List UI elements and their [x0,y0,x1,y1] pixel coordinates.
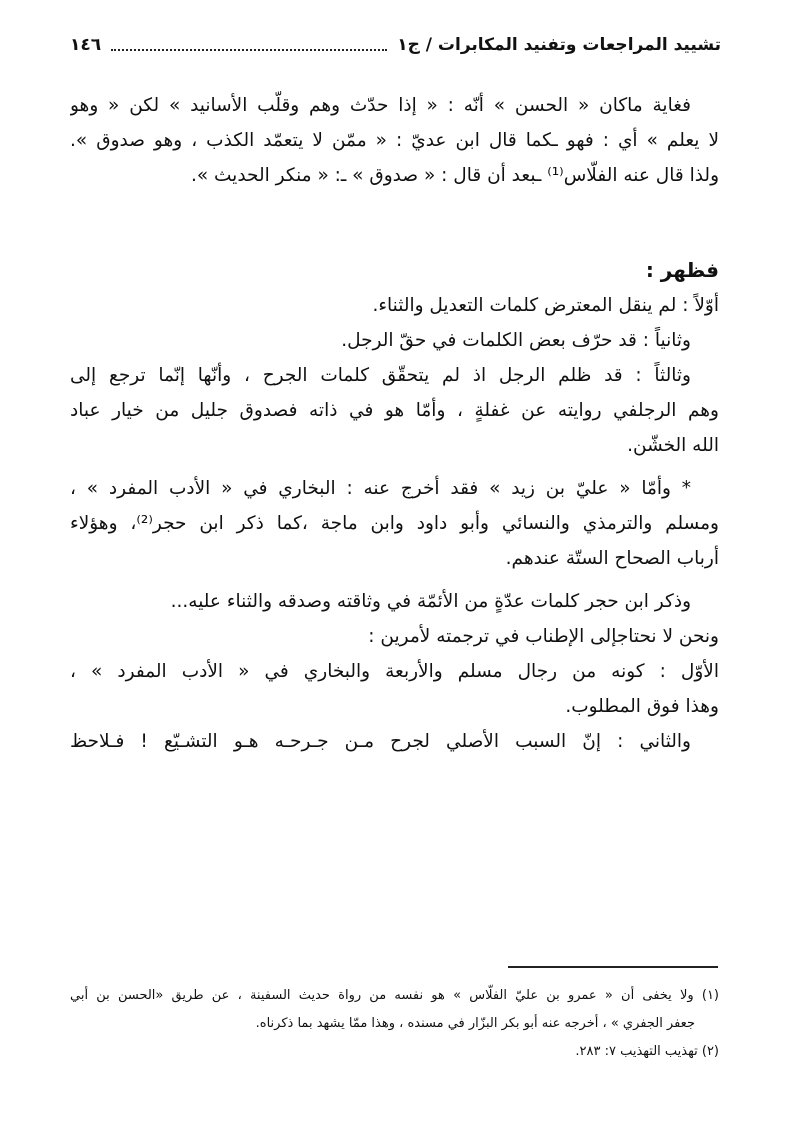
paragraph-line: وهم الرجلفي روايته عن غفلةٍ ، وأمّا هو في ذاته فصدوق جليل من خيار عباد [70,400,719,421]
paragraph-gap [70,576,719,584]
running-header [70,30,721,60]
footnote-1-line: جعفر الجفري » ، أخرجه عنه أبو بكر البزّار في مسنده ، وهذا ممّا يشهد بما ذكرناه. [255,1016,695,1031]
main-text [70,88,719,759]
point-first: أوّلاً : لم ينقل المعترض كلمات التعديل والثناء. [372,295,719,316]
running-title: تشييد المراجعات وتفنيد المكابرات / ج١ [397,35,721,55]
paragraph-line: الله الخشّن. [627,435,719,456]
paragraph-line: ونحن لا نحتاجإلى الإطناب في ترجمته لأمرين : [368,626,719,647]
section-heading: فظهر : [645,258,719,282]
paragraph-line: والثاني : إنّ السبب الأصلي لجرح مـن جـرحـه هـو التشـيّع ! فـلاحظ [70,731,691,752]
paragraph-line: * وأمّا « عليّ بن زيد » فقد أخرج عنه : البخاري في « الأدب المفرد » ، [70,478,691,499]
paragraph-line: ومسلم والترمذي والنسائي وأبو داود وابن ماجة ،كما ذكر ابن حجر⁽²⁾، وهؤلاء [70,513,719,534]
point-second: وثانياً : قد حرّف بعض الكلمات في حقّ الرجل. [341,330,691,351]
point-third: وثالثاً : قد ظلم الرجل اذ لم يتحقّق كلمات الجرح ، وأنّها إنّما ترجع إلى [70,365,691,386]
paragraph-gap [70,463,719,471]
paragraph-line: أرباب الصحاح الستّة عندهم. [505,548,719,569]
paragraph-line: فغاية ماكان « الحسن » أنّه : « إذا حدّث وهم وقلّب الأسانيد » لكن « وهو [70,95,691,116]
paragraph-line: الأوّل : كونه من رجال مسلم والأربعة والبخاري في « الأدب المفرد » ، [70,661,719,682]
paragraph-line: لا يعلم » أي : فهو ـكما قال ابن عديّ : « ممّن لا يتعمّد الكذب ، وهو صدوق ». [70,130,719,151]
footnotes [70,982,719,1066]
paragraph-line: ولذا قال عنه الفلّاس⁽¹⁾ ـبعد أن قال : « صدوق » ـ: « منكر الحديث ». [190,165,719,186]
footnote-2: (٢) تهذيب التهذيب ٧: ٢٨٣. [575,1044,719,1059]
page-number: ١٤٦ [70,35,102,55]
footnote-separator [508,966,718,968]
paragraph-line: وهذا فوق المطلوب. [565,696,719,717]
dotted-leader [111,49,387,51]
footnote-1-line: (١) ولا يخفى أن « عمرو بن عليّ الفلّاس » هو نفسه من رواة حديث السفينة ، عن طريق «الحسن بن أبي [70,988,719,1003]
paragraph-line: وذكر ابن حجر كلمات عدّةٍ من الأئمّة في وثاقته وصدقه والثناء عليه... [170,591,691,612]
section-gap [70,193,719,253]
